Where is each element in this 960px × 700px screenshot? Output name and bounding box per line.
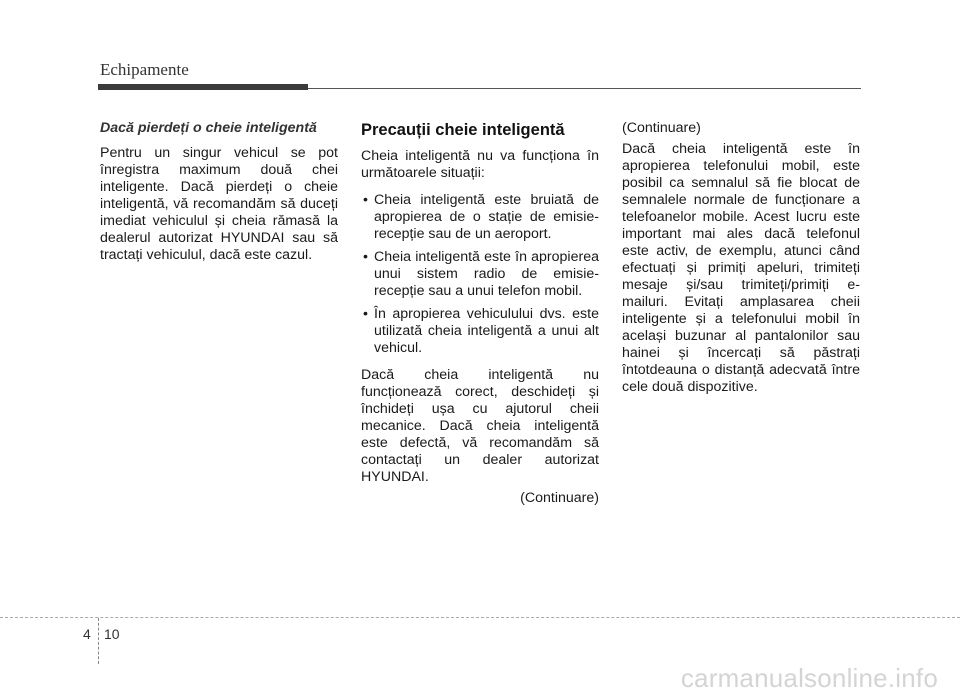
page-number: 10 xyxy=(104,626,120,642)
precautions-title: Precauții cheie inteligentă xyxy=(361,121,565,139)
list-item-text: În apropierea vehiculului dvs. este utilizată cheia inteligentă a unui alt vehicul. xyxy=(374,306,599,356)
header-rule-thick xyxy=(98,84,308,90)
continued-label: (Continuare) xyxy=(520,490,599,506)
header-rule-thin xyxy=(308,88,861,89)
footer-divider xyxy=(0,617,960,618)
continued-label: (Continuare) xyxy=(622,120,701,136)
column-mobile-phone xyxy=(622,120,860,406)
lost-key-subheading: Dacă pierdeți o cheie inteligentă xyxy=(100,120,317,136)
list-item xyxy=(361,249,599,300)
chapter-number: 4 xyxy=(83,626,91,642)
bullet-icon: • xyxy=(363,249,368,265)
list-item xyxy=(361,192,599,243)
list-item xyxy=(361,306,599,357)
precautions-paragraph: Dacă cheia inteligentă nu funcționează corect, deschideți și închideți ușa cu ajutorul cheii mecanice. Dacă cheia inteligentă este defectă, vă recomandăm să contactați un dealer autorizat HYUNDAI. xyxy=(361,367,599,485)
list-item-text: Cheia inteligentă este bruiată de apropierea de o stație de emisie-recepție sau de un aeroport. xyxy=(374,192,599,242)
footer-page-divider xyxy=(98,618,99,664)
watermark: carmanualsonline.info xyxy=(680,663,938,693)
precautions-list xyxy=(361,192,599,357)
column-lost-key xyxy=(100,120,338,274)
bullet-icon: • xyxy=(363,192,368,208)
lost-key-paragraph: Pentru un singur vehicul se pot înregistra maximum două chei inteligente. Dacă pierdeți o cheie inteligentă, vă recomandăm să duceți imediat vehiculul și cheia rămasă la dealerul autorizat HYUNDAI sau să tractați vehiculul, dacă este cazul. xyxy=(100,145,338,263)
mobile-phone-paragraph: Dacă cheia inteligentă este în apropierea telefonului mobil, este posibil ca semnalul să fie blocat de semnalele normale de funcționare a telefoanelor mobile. Acest lucru este important mai ales dacă telefonul este activ, de exemplu, atunci când efectuați și primiți apeluri, trimiteți mesaje și/sau trimiteți/primiți e-mailuri. Evitați amplasarea cheii inteligente și a telefonului mobil în același buzunar al pantalonilor sau hainei și încercați să păstrați întotdeauna o distanță adecvată între cele două dispozitive. xyxy=(622,141,860,395)
section-title-header: Echipamente xyxy=(100,60,189,79)
column-precautions xyxy=(361,120,599,517)
list-item-text: Cheia inteligentă este în apropierea unui sistem radio de emisie-recepție sau a unui telefon mobil. xyxy=(374,249,599,299)
bullet-icon: • xyxy=(363,306,368,322)
precautions-intro: Cheia inteligentă nu va funcționa în următoarele situații: xyxy=(361,148,599,181)
